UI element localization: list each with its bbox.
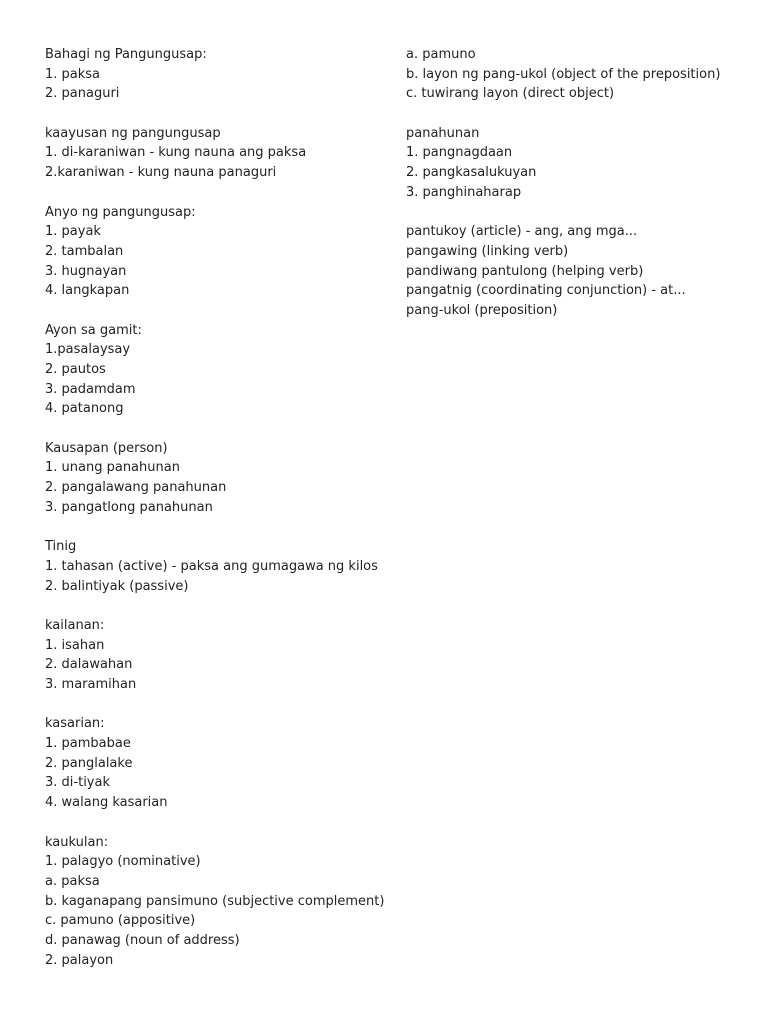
list-item: pantukoy (article) - ang, ang mga...: [406, 224, 638, 240]
left-column: [45, 45, 385, 990]
list-item: 1. di-karaniwan - kung nauna ang paksa: [45, 145, 307, 161]
list-item: 1. pambabae: [45, 736, 131, 752]
list-item: pangatnig (coordinating conjunction) - at...: [406, 283, 686, 299]
list-item: a. paksa: [45, 873, 100, 889]
list-item: 4. langkapan: [45, 283, 130, 299]
list-item: 2. balintiyak (passive): [45, 578, 189, 594]
list-item: 1. paksa: [45, 66, 101, 82]
block-heading: kaayusan ng pangungusap: [45, 125, 221, 141]
list-item: d. panawag (noun of address): [45, 932, 240, 948]
notes-block: [45, 321, 385, 419]
list-item: b. kaganapang pansimuno (subjective complement): [45, 893, 385, 909]
list-item: 3. maramihan: [45, 677, 137, 692]
notes-block: [406, 124, 746, 203]
list-item: 4. walang kasarian: [45, 795, 168, 811]
list-item: c. pamuno (appositive): [45, 913, 196, 929]
list-item: 1. payak: [45, 224, 101, 240]
list-item: 1. palagyo (nominative): [45, 854, 201, 870]
block-heading: Bahagi ng Pangungusap:: [45, 47, 207, 62]
notes-block: [406, 222, 746, 320]
notes-block: [45, 124, 385, 183]
list-item: 1. unang panahunan: [45, 460, 180, 476]
block-heading: Kausapan (person): [45, 440, 168, 456]
list-item: 2.karaniwan - kung nauna panaguri: [45, 165, 277, 181]
block-heading: Tinig: [45, 539, 77, 555]
right-column: [406, 45, 746, 340]
list-item: 4. patanong: [45, 401, 124, 417]
list-item: 2. palayon: [45, 952, 114, 968]
list-item: 3. pangatlong panahunan: [45, 499, 213, 515]
block-heading: kailanan:: [45, 617, 105, 633]
list-item: 1. tahasan (active) - paksa ang gumagawa ng kilos: [45, 558, 378, 574]
list-item: 3. padamdam: [45, 381, 136, 397]
list-item: 2. tambalan: [45, 243, 124, 259]
block-heading: panahunan: [406, 125, 480, 141]
list-item: 2. panglalake: [45, 755, 133, 771]
list-item: 2. pangkasalukuyan: [406, 165, 537, 181]
notes-block: [45, 714, 385, 812]
list-item: c. tuwirang layon (direct object): [406, 86, 615, 102]
notes-block: [45, 45, 385, 104]
list-item: a. pamuno: [406, 47, 476, 62]
list-item: 1. isahan: [45, 637, 105, 653]
list-item: pang-ukol (preposition): [406, 302, 558, 318]
list-item: 3. di-tiyak: [45, 775, 110, 791]
list-item: 1. pangnagdaan: [406, 145, 513, 161]
notes-block: [45, 616, 385, 695]
list-item: 2. pangalawang panahunan: [45, 480, 227, 496]
notes-block: [406, 45, 746, 104]
notes-block: [45, 203, 385, 301]
list-item: 2. pautos: [45, 362, 106, 377]
block-heading: kasarian:: [45, 716, 105, 732]
block-heading: Anyo ng pangungusap:: [45, 204, 196, 220]
list-item: b. layon ng pang-ukol (object of the preposition): [406, 66, 721, 82]
list-item: 2. dalawahan: [45, 657, 133, 673]
block-heading: kaukulan:: [45, 834, 109, 850]
list-item: pandiwang pantulong (helping verb): [406, 263, 644, 279]
notes-block: [45, 537, 385, 596]
list-item: 1.pasalaysay: [45, 342, 131, 358]
notes-block: [45, 833, 385, 971]
list-item: 2. panaguri: [45, 86, 120, 102]
block-heading: Ayon sa gamit:: [45, 322, 142, 338]
list-item: pangawing (linking verb): [406, 243, 569, 259]
list-item: 3. hugnayan: [45, 263, 127, 279]
notes-block: [45, 439, 385, 518]
list-item: 3. panghinaharap: [406, 184, 522, 200]
